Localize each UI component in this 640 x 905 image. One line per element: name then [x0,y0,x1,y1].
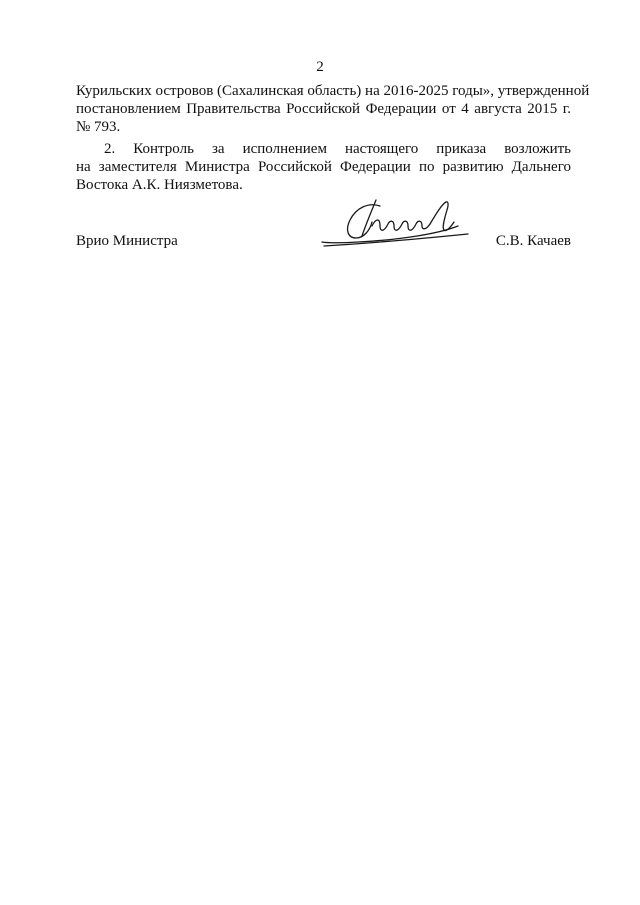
body-line-4: 2. Контроль за исполнением настоящего приказа возложить [104,141,571,157]
signer-name: С.В. Качаев [495,233,571,249]
body-line-3: № 793. [76,119,121,135]
handwritten-signature [318,196,478,252]
body-line-5: на заместителя Министра Российской Федерации по развитию Дальнего [76,159,571,175]
signer-role: Врио Министра [76,233,178,249]
body-line-1: Курильских островов (Сахалинская область) на 2016-2025 годы», утвержденной [76,83,590,99]
body-line-6: Востока А.К. Ниязметова. [76,177,243,193]
body-line-2: постановлением Правительства Российской Федерации от 4 августа 2015 г. [76,101,571,117]
page-number: 2 [316,59,324,75]
